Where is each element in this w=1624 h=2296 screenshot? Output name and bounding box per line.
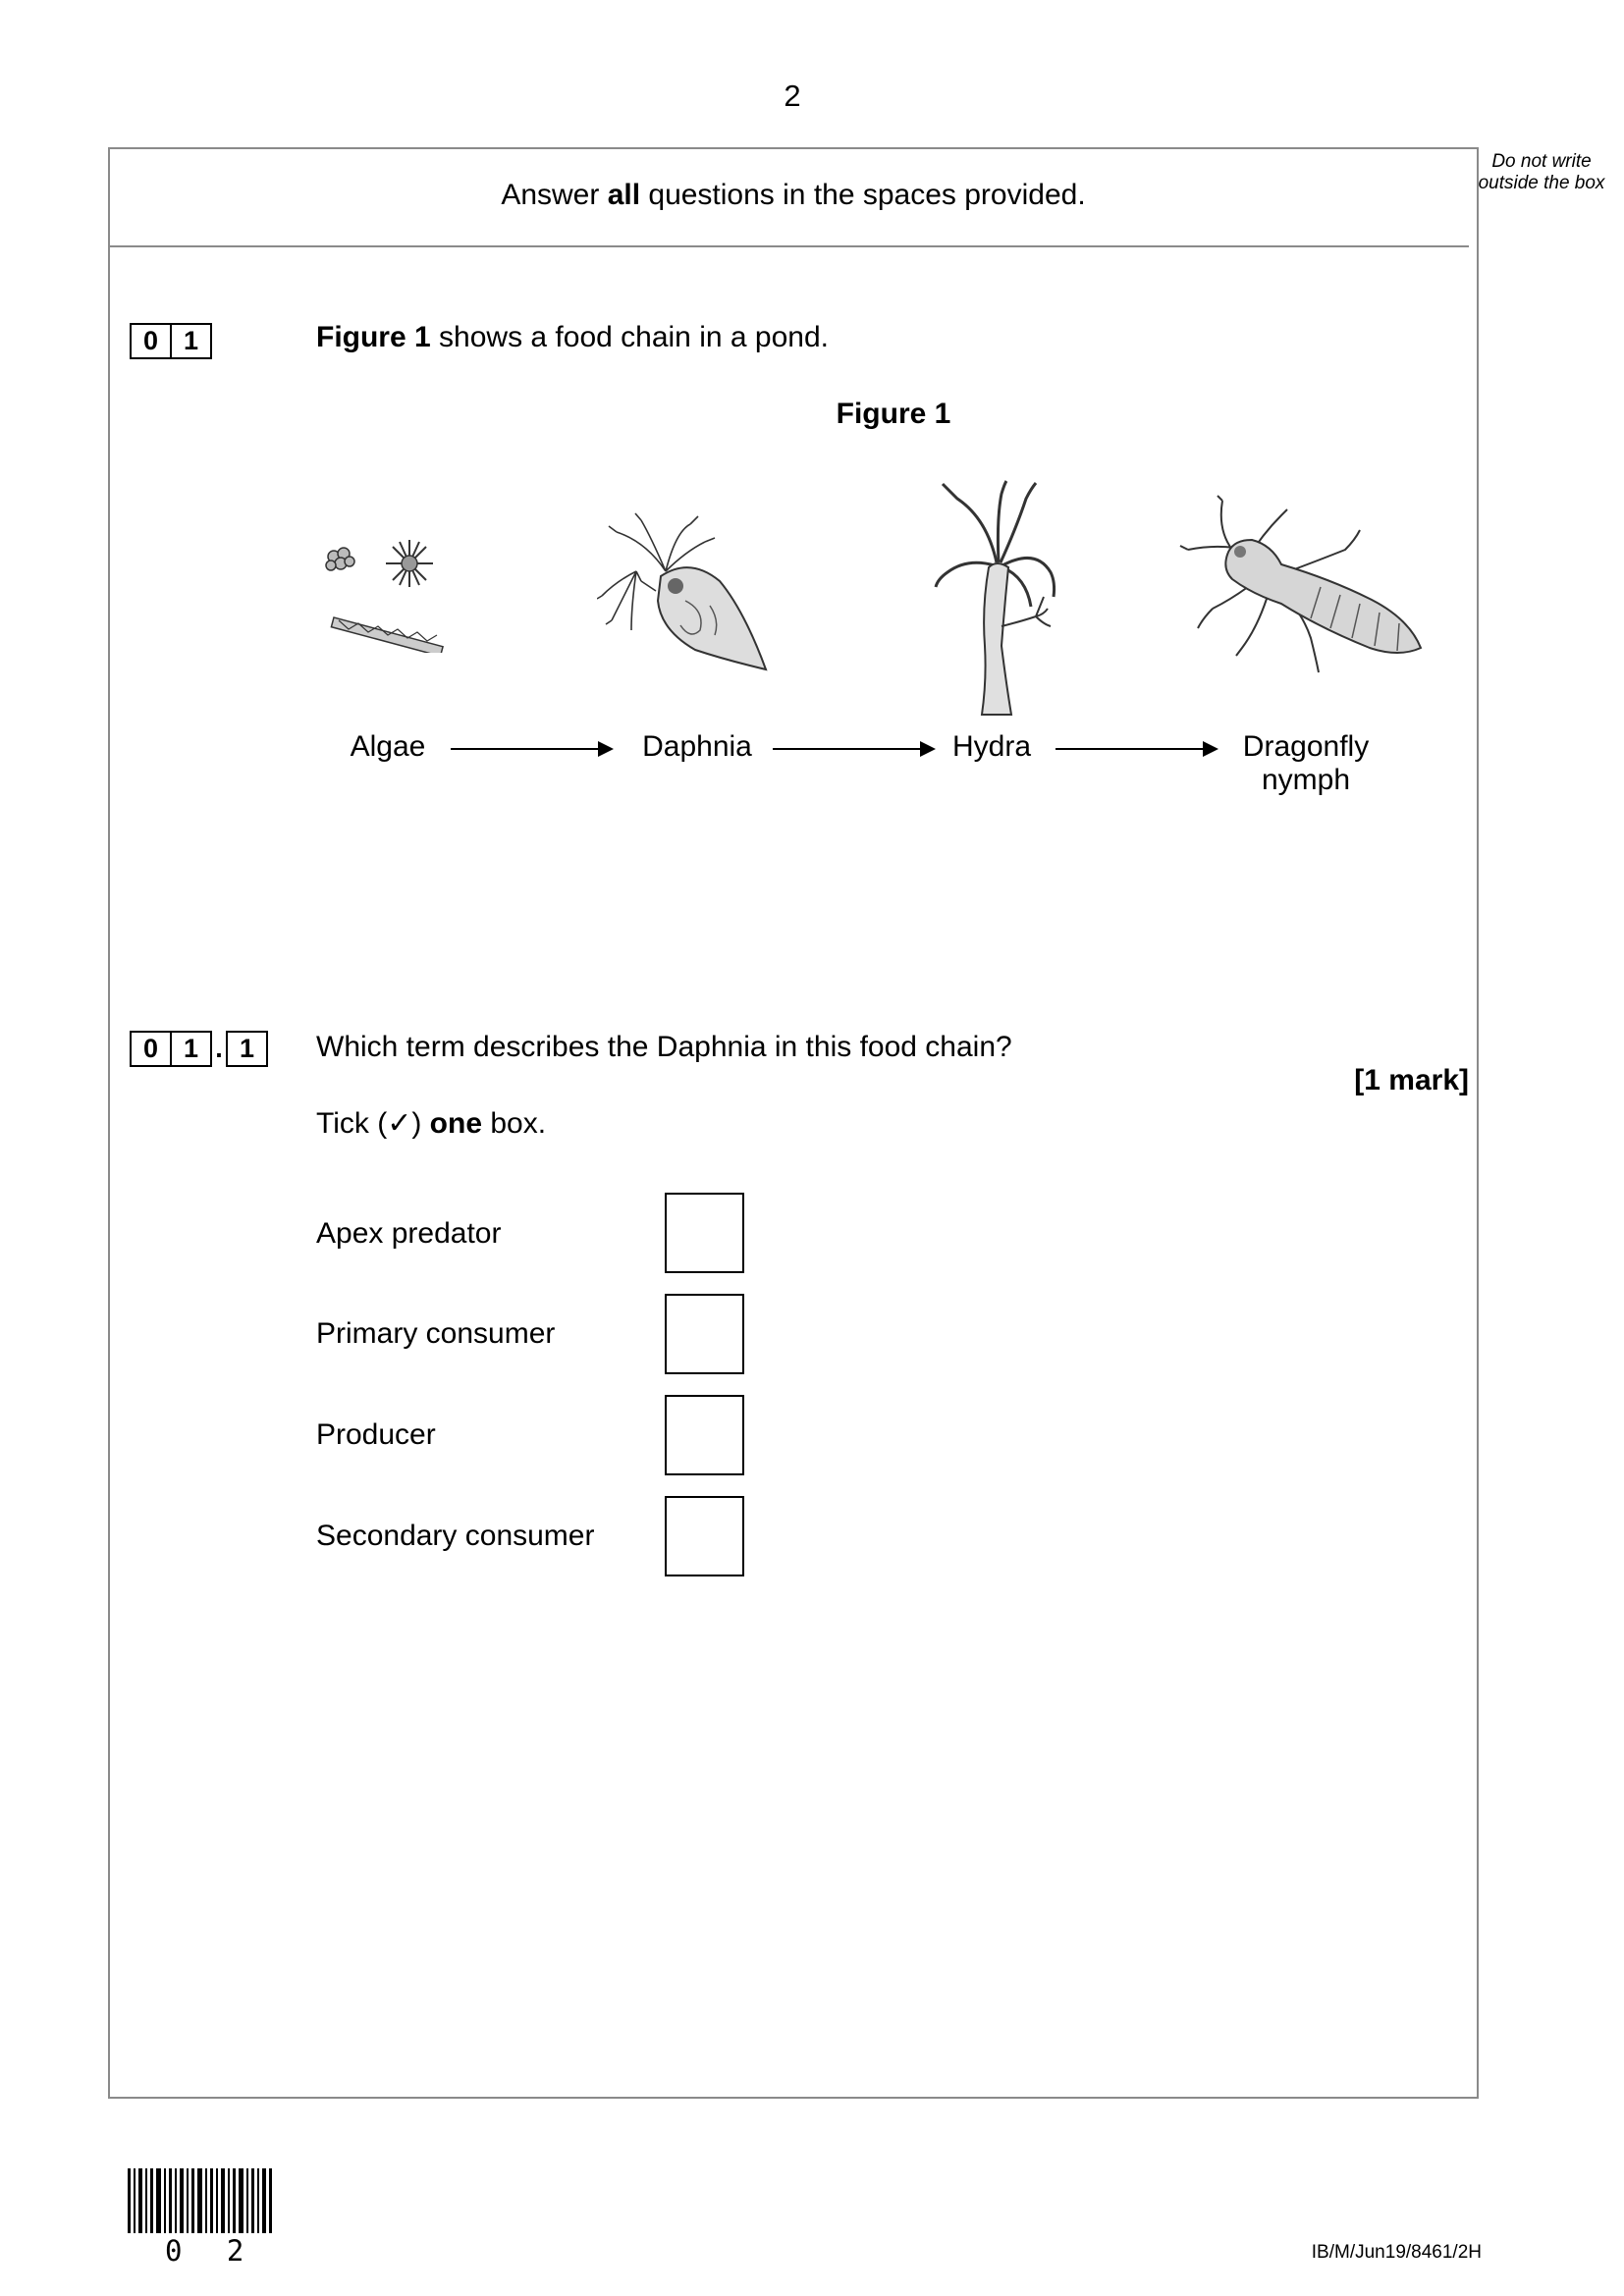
question-number-01 bbox=[130, 323, 212, 359]
tick-instruction-before: Tick (✓) bbox=[316, 1107, 430, 1140]
instructions-before: Answer bbox=[501, 179, 608, 211]
food-chain-label-hydra: Hydra bbox=[951, 730, 1032, 763]
option-label: Primary consumer bbox=[316, 1317, 556, 1350]
question-01-text-rest: shows a food chain in a pond. bbox=[430, 321, 829, 353]
food-chain-label-line: Dragonfly bbox=[1242, 730, 1370, 763]
arrow-right-icon bbox=[1056, 748, 1217, 750]
instructions-bold: all bbox=[607, 179, 641, 211]
header-divider bbox=[108, 245, 1469, 247]
question-digit: 0 bbox=[130, 323, 172, 359]
exam-instructions bbox=[108, 179, 1479, 212]
figure-reference: Figure 1 bbox=[316, 321, 431, 353]
question-digit: 1 bbox=[226, 1031, 268, 1067]
question-digit: 1 bbox=[170, 323, 212, 359]
food-chain-label-daphnia: Daphnia bbox=[642, 730, 752, 763]
option-label: Producer bbox=[316, 1418, 436, 1451]
question-digit: 1 bbox=[170, 1031, 212, 1067]
option-label: Apex predator bbox=[316, 1217, 502, 1250]
question-01-text bbox=[316, 321, 829, 354]
tick-box[interactable] bbox=[665, 1193, 744, 1273]
instructions-after: questions in the spaces provided. bbox=[640, 179, 1086, 211]
question-digit: 0 bbox=[130, 1031, 172, 1067]
question-number-01-1 bbox=[130, 1031, 268, 1067]
page-number: 2 bbox=[784, 79, 801, 113]
tick-instruction-after: box. bbox=[482, 1107, 547, 1140]
hydra-icon bbox=[928, 479, 1075, 720]
daphnia-icon bbox=[597, 512, 774, 689]
tick-instruction bbox=[316, 1106, 546, 1141]
margin-note: Do not write outside the box bbox=[1478, 151, 1605, 193]
question-separator: . bbox=[215, 1034, 223, 1063]
question-01-1-text: Which term describes the Daphnia in this food chain? bbox=[316, 1031, 1012, 1063]
tick-box[interactable] bbox=[665, 1496, 744, 1576]
figure-title: Figure 1 bbox=[836, 398, 951, 430]
dragonfly-nymph-icon bbox=[1173, 491, 1429, 702]
option-label: Secondary consumer bbox=[316, 1520, 595, 1552]
food-chain-label-dragonfly-nymph bbox=[1218, 730, 1394, 797]
food-chain-label-algae: Algae bbox=[350, 730, 426, 763]
arrow-right-icon bbox=[773, 748, 934, 750]
tick-box[interactable] bbox=[665, 1294, 744, 1374]
paper-code: IB/M/Jun19/8461/2H bbox=[1311, 2242, 1482, 2263]
answer-frame bbox=[108, 147, 1479, 2099]
tick-box[interactable] bbox=[665, 1395, 744, 1475]
barcode-digits: 0 2 bbox=[165, 2234, 258, 2268]
algae-icon bbox=[319, 535, 457, 653]
marks-label: [1 mark] bbox=[1354, 1064, 1469, 1096]
tick-instruction-bold: one bbox=[429, 1107, 483, 1140]
barcode bbox=[128, 2168, 275, 2233]
food-chain-label-line: nymph bbox=[1261, 764, 1351, 796]
arrow-right-icon bbox=[451, 748, 612, 750]
